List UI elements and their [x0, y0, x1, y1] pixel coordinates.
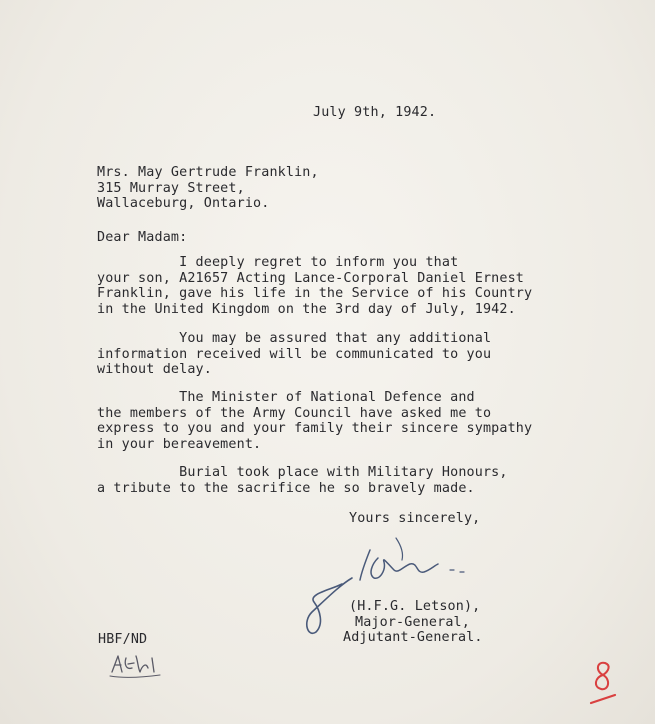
body-paragraph-3: The Minister of National Defence and the members of the Army Council have asked me to express to you and your family their sincere sympathy in your bereavement. — [97, 390, 533, 452]
red-page-number-mark — [585, 655, 625, 710]
signatory-rank: Major-General, — [355, 614, 470, 630]
handwritten-initials — [108, 648, 172, 682]
signatory-name: (H.F.G. Letson), — [349, 599, 481, 614]
signatory-title: Adjutant-General. — [343, 630, 483, 646]
closing: Yours sincerely, — [349, 511, 481, 526]
salutation: Dear Madam: — [97, 230, 188, 245]
reference-initials: HBF/ND — [98, 632, 148, 647]
body-paragraph-2: You may be assured that any additional information received will be communicated to you without delay. — [97, 331, 492, 378]
signature-block — [343, 599, 483, 646]
recipient-city: Wallaceburg, Ontario. — [97, 196, 270, 212]
letter-date: July 9th, 1942. — [313, 105, 437, 120]
body-paragraph-4: Burial took place with Military Honours, a tribute to the sacrifice he so bravely made. — [97, 465, 508, 496]
recipient-address — [97, 165, 319, 212]
recipient-street: 315 Murray Street, — [97, 180, 245, 196]
body-paragraph-1: I deeply regret to inform you that your son, A21657 Acting Lance-Corporal Daniel Ernest Franklin, gave his life in the Service of his Country in the United Kingdom on the 3rd day of July, 1942. — [97, 255, 533, 317]
recipient-name: Mrs. May Gertrude Franklin, — [97, 165, 319, 180]
